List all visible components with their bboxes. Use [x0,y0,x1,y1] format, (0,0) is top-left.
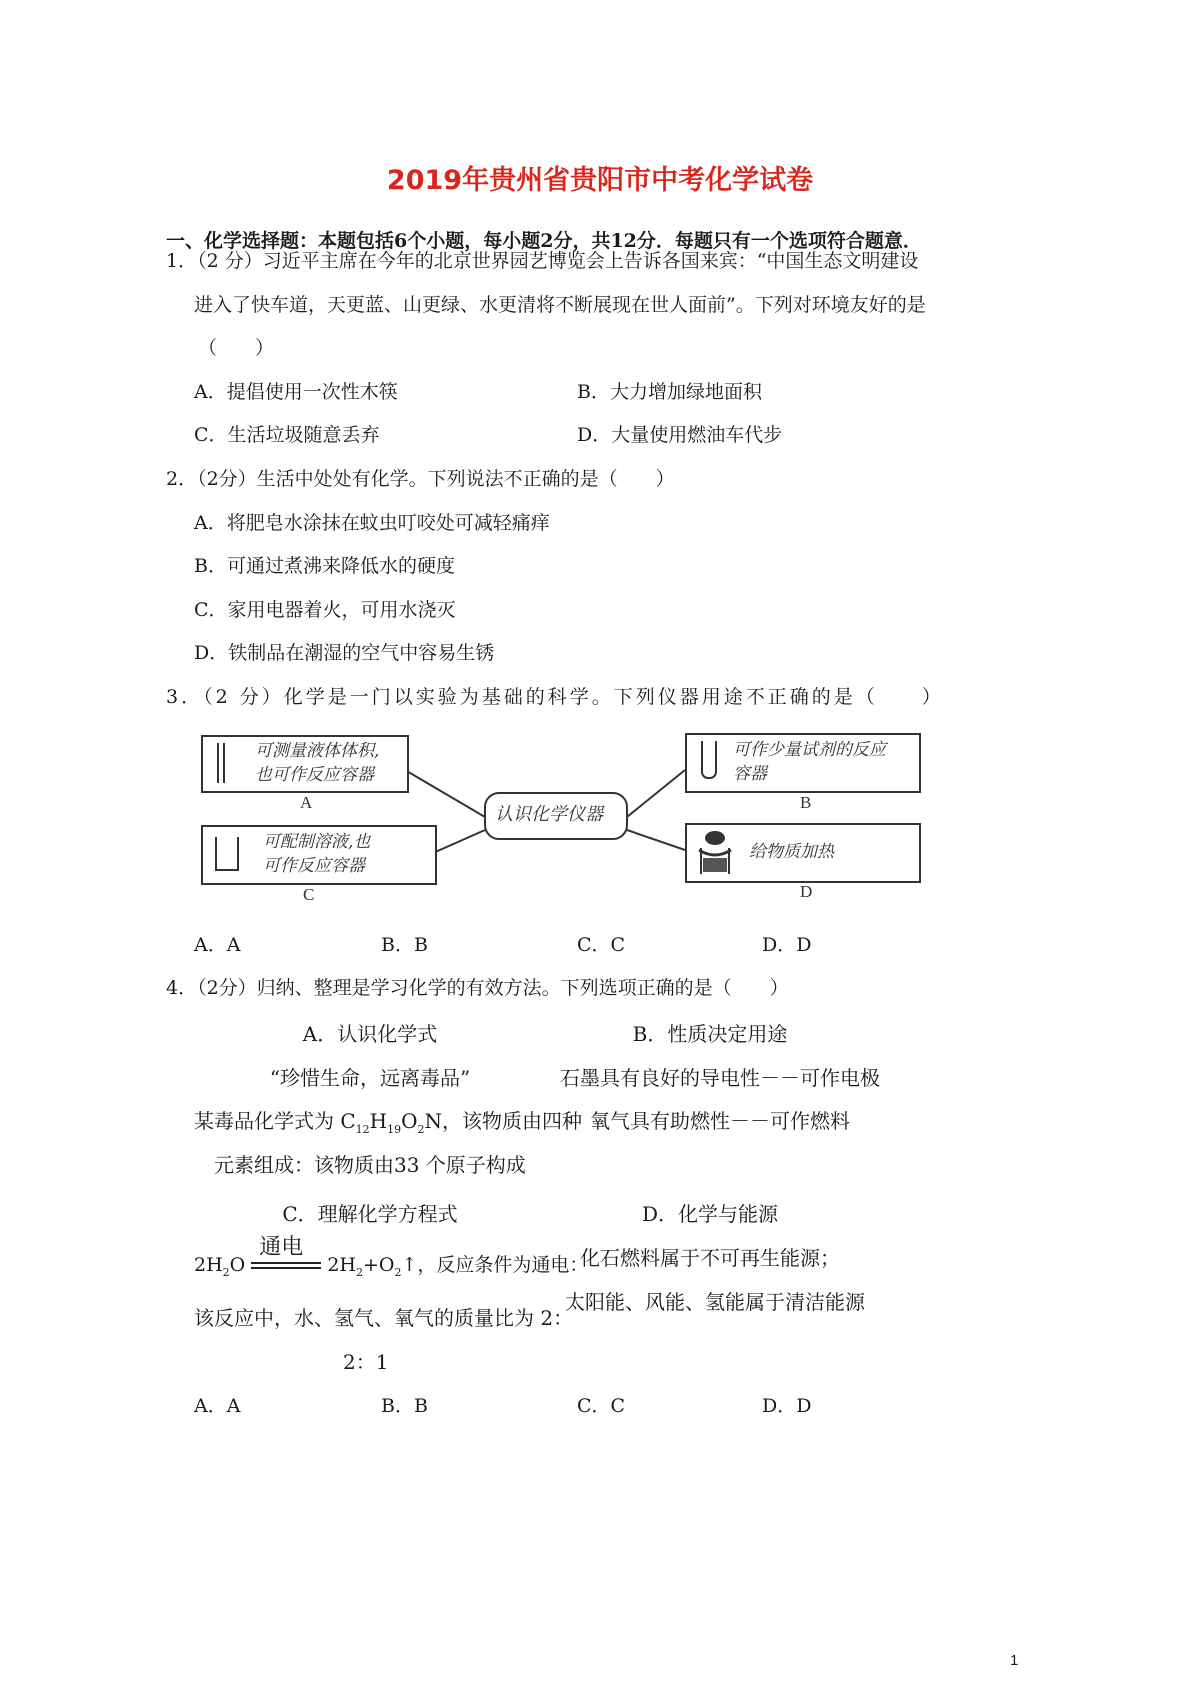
eq-right-sub1: 2 [356,1265,364,1279]
box-d-line1: 给物质加热 [749,842,834,862]
q4-c-line3: 2：1 [343,1350,389,1374]
formula-sub-o: 2 [417,1123,425,1136]
box-c-line1: 可配制溶液,也 [263,832,371,852]
formula-o: O [401,1109,418,1133]
section-heading: 一、化学选择题：本题包括6个小题，每小题2分，共12分．每题只有一个选项符合题意． [166,230,922,252]
eq-right: 2H [327,1254,357,1276]
q4-b-line2: 氧气具有助燃性－－可作燃料 [590,1109,850,1133]
box-a-line2: 也可作反应容器 [255,765,374,785]
graduated-cylinder-icon [217,743,225,783]
eq-right-sub2: 2 [394,1265,402,1279]
q2-option-c: C．家用电器着火，可用水浇灭 [194,599,456,621]
q2-option-d: D．铁制品在潮湿的空气中容易生锈 [194,642,495,664]
box-b-label: B [800,793,812,812]
q3-option-b: B．B [381,934,428,956]
q4-stem: 4．（2分）归纳、整理是学习化学的有效方法。下列选项正确的是（ ） [166,977,789,999]
eq-left: 2H [194,1254,223,1276]
page-title: 2019年贵州省贵阳市中考化学试卷 [386,165,814,196]
box-a [201,735,409,793]
box-b [685,733,921,793]
q4-c-heading: C．理解化学方程式 [282,1202,458,1226]
q1-option-b: B．大力增加绿地面积 [577,381,762,403]
q1-line1: 1．（2 分）习近平主席在今年的北京世界园艺博览会上告诉各国来宾：“中国生态文明建设 [166,250,919,272]
q3-stem: 3．（2 分）化学是一门以实验为基础的科学。下列仪器用途不正确的是（ ） [166,686,944,708]
box-d [685,823,921,883]
test-tube-icon [701,741,717,779]
q1-line3: （ ） [198,337,275,359]
q2-stem: 2．（2分）生活中处处有化学。下列说法不正确的是（ ） [166,468,675,490]
q4-a-line1: “珍惜生命，远离毒品” [269,1066,471,1090]
q3-option-c: C．C [577,934,626,956]
box-d-label: D [800,882,813,901]
q4-a-line3: 元素组成：该物质由33 个原子构成 [214,1153,526,1177]
formula-prefix: 某毒品化学式为 C [194,1109,356,1133]
q4-a-heading: A．认识化学式 [302,1022,438,1046]
box-a-label: A [300,793,313,812]
box-a-line1: 可测量液体体积, [255,741,380,761]
box-c [201,825,437,885]
reaction-condition: 通电 [259,1235,304,1260]
box-c-label: C [303,885,315,904]
q4-option-a: A．A [194,1395,241,1417]
q4-b-heading: B．性质决定用途 [632,1022,788,1046]
q1-option-c: C．生活垃圾随意丢弃 [194,424,380,446]
reaction-arrow [251,1235,321,1276]
instrument-mind-map [195,725,935,915]
formula-sub-h: 19 [387,1123,402,1136]
eq-left-o: O [229,1254,246,1276]
q1-option-a: A．提倡使用一次性木筷 [194,381,398,403]
q3-option-a: A．A [194,934,241,956]
q4-c-line2: 该反应中，水、氢气、氧气的质量比为 2： [194,1306,574,1330]
q2-option-b: B．可通过煮沸来降低水的硬度 [194,555,455,577]
q4-c-equation [194,1235,589,1279]
q4-option-d: D．D [762,1395,812,1417]
box-c-line2: 可作反应容器 [263,856,365,876]
q4-b-line1: 石墨具有良好的导电性－－可作电极 [560,1066,880,1090]
q4-a-line2 [194,1105,582,1136]
q4-option-c: C．C [577,1395,626,1417]
q4-d-heading: D．化学与能源 [641,1202,779,1226]
q2-option-a: A．将肥皂水涂抹在蚊虫叮咬处可减轻痛痒 [194,512,550,534]
formula-suffix: N，该物质由四种 [424,1109,583,1133]
eq-right-post: ↑，反应条件为通电： [401,1254,589,1276]
heating-apparatus-icon [693,828,737,876]
eq-right-mid: +O [363,1254,395,1276]
center-node-label: 认识化学仪器 [495,804,603,825]
eq-left-sub: 2 [222,1265,230,1279]
formula-h: H [369,1109,388,1133]
page-number: 1 [1010,1652,1019,1669]
beaker-icon [215,837,239,871]
q4-d-line1: 化石燃料属于不可再生能源； [580,1246,840,1270]
q1-option-d: D．大量使用燃油车代步 [577,424,783,446]
q1-line2: 进入了快车道，天更蓝、山更绿、水更清将不断展现在世人面前”。下列对环境友好的是 [194,294,926,316]
q4-option-b: B．B [381,1395,428,1417]
formula-sub-c: 12 [355,1123,370,1136]
q4-d-line2: 太阳能、风能、氢能属于清洁能源 [565,1290,865,1314]
box-b-line1: 可作少量试剂的反应 [733,740,886,760]
q3-option-d: D．D [762,934,812,956]
box-b-line2: 容器 [733,764,767,784]
